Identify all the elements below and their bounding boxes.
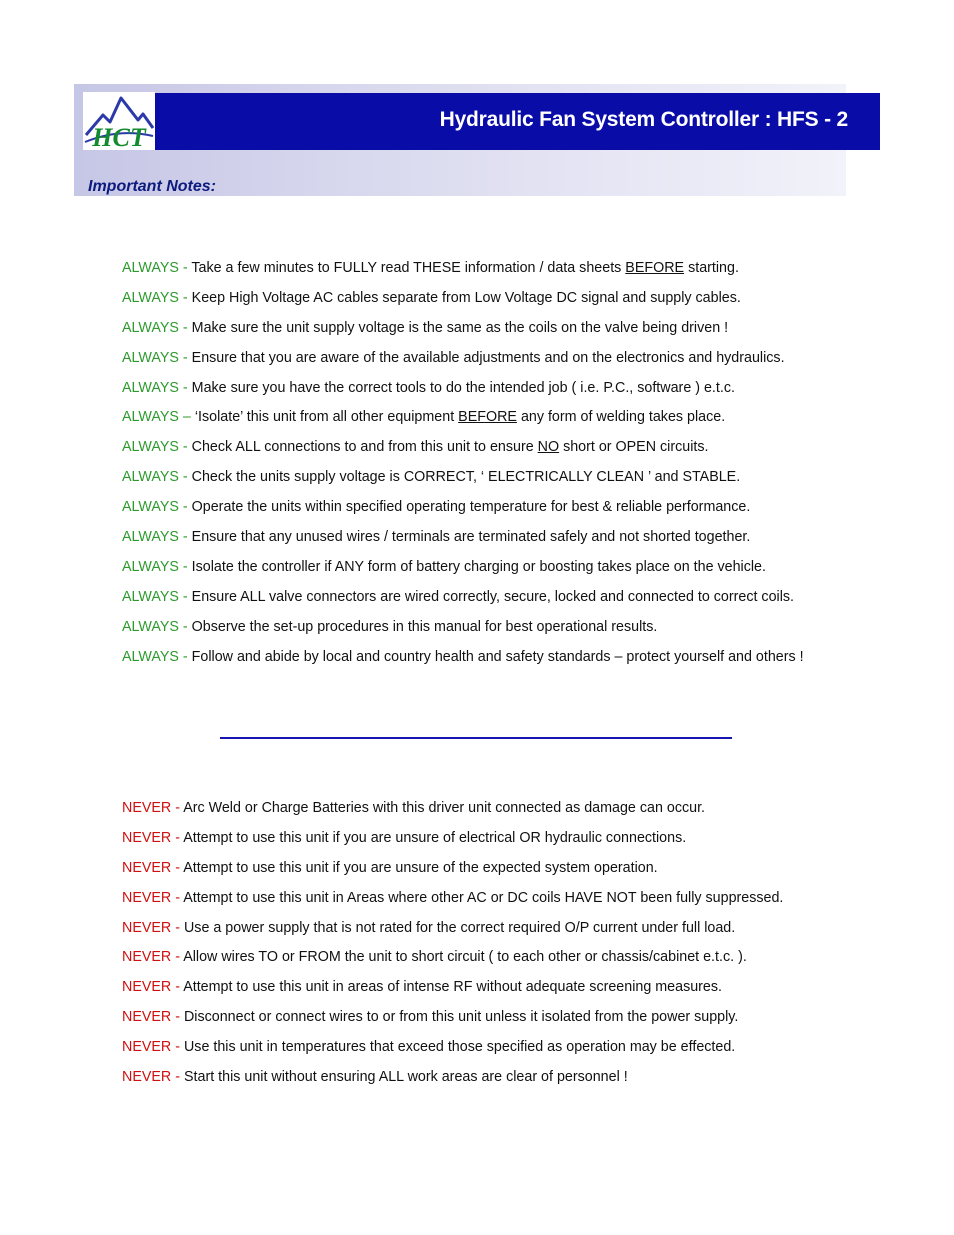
never-prefix: NEVER - (122, 1039, 180, 1056)
always-item: ALWAYS – ‘Isolate’ this unit from all other equipment BEFORE any form of welding takes place. (122, 409, 726, 426)
always-item: ALWAYS - Check ALL connections to and from this unit to ensure NO short or OPEN circuits. (122, 439, 709, 456)
never-item: NEVER - Use a power supply that is not rated for the correct required O/P current under full load. (122, 919, 736, 936)
never-item: NEVER - Attempt to use this unit if you are unsure of electrical OR hydraulic connections. (122, 829, 687, 846)
always-prefix: ALWAYS – (122, 409, 191, 426)
never-item: NEVER - Allow wires TO or FROM the unit to short circuit ( to each other or chassis/cabinet e.t.c. ). (122, 949, 747, 966)
always-prefix: ALWAYS - (122, 588, 188, 605)
always-prefix: ALWAYS - (122, 319, 188, 336)
never-prefix: NEVER - (122, 829, 180, 846)
always-item: ALWAYS - Keep High Voltage AC cables separate from Low Voltage DC signal and supply cables. (122, 289, 741, 306)
always-prefix: ALWAYS - (122, 499, 188, 516)
never-item: NEVER - Attempt to use this unit in areas of intense RF without adequate screening measures. (122, 979, 723, 996)
always-prefix: ALWAYS - (122, 469, 188, 486)
never-prefix: NEVER - (122, 889, 180, 906)
always-item: ALWAYS - Follow and abide by local and country health and safety standards – protect yourself and others ! (122, 648, 804, 665)
never-prefix: NEVER - (122, 1009, 180, 1026)
never-item: NEVER - Arc Weld or Charge Batteries with this driver unit connected as damage can occur. (122, 800, 706, 816)
logo-text: HCT (92, 123, 146, 150)
always-prefix: ALWAYS - (122, 648, 188, 665)
always-item: ALWAYS - Take a few minutes to FULLY read THESE information / data sheets BEFORE starting. (122, 260, 739, 276)
always-item: ALWAYS - Make sure the unit supply voltage is the same as the coils on the valve being driven ! (122, 319, 729, 336)
never-item: NEVER - Start this unit without ensuring ALL work areas are clear of personnel ! (122, 1069, 628, 1086)
never-prefix: NEVER - (122, 859, 180, 876)
never-item: NEVER - Attempt to use this unit in Areas where other AC or DC coils HAVE NOT been fully suppressed. (122, 889, 784, 906)
title-bar (155, 93, 880, 150)
always-prefix: ALWAYS - (122, 349, 188, 366)
always-prefix: ALWAYS - (122, 260, 188, 276)
always-item: ALWAYS - Ensure that any unused wires / terminals are terminated safely and not shorted together. (122, 529, 751, 546)
company-logo (83, 92, 155, 150)
never-prefix: NEVER - (122, 949, 180, 966)
section-divider (220, 737, 732, 739)
always-prefix: ALWAYS - (122, 529, 188, 546)
always-item: ALWAYS - Isolate the controller if ANY form of battery charging or boosting takes place on the vehicle. (122, 558, 766, 575)
always-list (122, 259, 804, 677)
never-prefix: NEVER - (122, 800, 180, 816)
always-item: ALWAYS - Check the units supply voltage is CORRECT, ‘ ELECTRICALLY CLEAN ’ and STABLE. (122, 469, 741, 486)
always-item: ALWAYS - Operate the units within specified operating temperature for best & reliable performance. (122, 499, 751, 516)
page-title: Hydraulic Fan System Controller : HFS - 2 (439, 108, 848, 131)
always-prefix: ALWAYS - (122, 439, 188, 456)
never-prefix: NEVER - (122, 919, 180, 936)
always-prefix: ALWAYS - (122, 289, 188, 306)
always-prefix: ALWAYS - (122, 379, 188, 396)
never-item: NEVER - Use this unit in temperatures that exceed those specified as operation may be effected. (122, 1039, 736, 1056)
always-prefix: ALWAYS - (122, 618, 188, 635)
never-item: NEVER - Attempt to use this unit if you are unsure of the expected system operation. (122, 859, 658, 876)
always-prefix: ALWAYS - (122, 558, 188, 575)
never-prefix: NEVER - (122, 979, 180, 996)
mountain-logo-icon (83, 92, 155, 150)
always-item: ALWAYS - Ensure that you are aware of the available adjustments and on the electronics and hydraulics. (122, 349, 785, 366)
never-item: NEVER - Disconnect or connect wires to or from this unit unless it isolated from the power supply. (122, 1009, 739, 1026)
always-item: ALWAYS - Observe the set-up procedures in this manual for best operational results. (122, 618, 658, 635)
always-item: ALWAYS - Make sure you have the correct tools to do the intended job ( i.e. P.C., software ) e.t.c. (122, 379, 735, 396)
section-heading: Important Notes: (88, 178, 216, 195)
never-list (122, 799, 783, 1098)
always-item: ALWAYS - Ensure ALL valve connectors are wired correctly, secure, locked and connected to correct coils. (122, 588, 795, 605)
never-prefix: NEVER - (122, 1069, 180, 1086)
